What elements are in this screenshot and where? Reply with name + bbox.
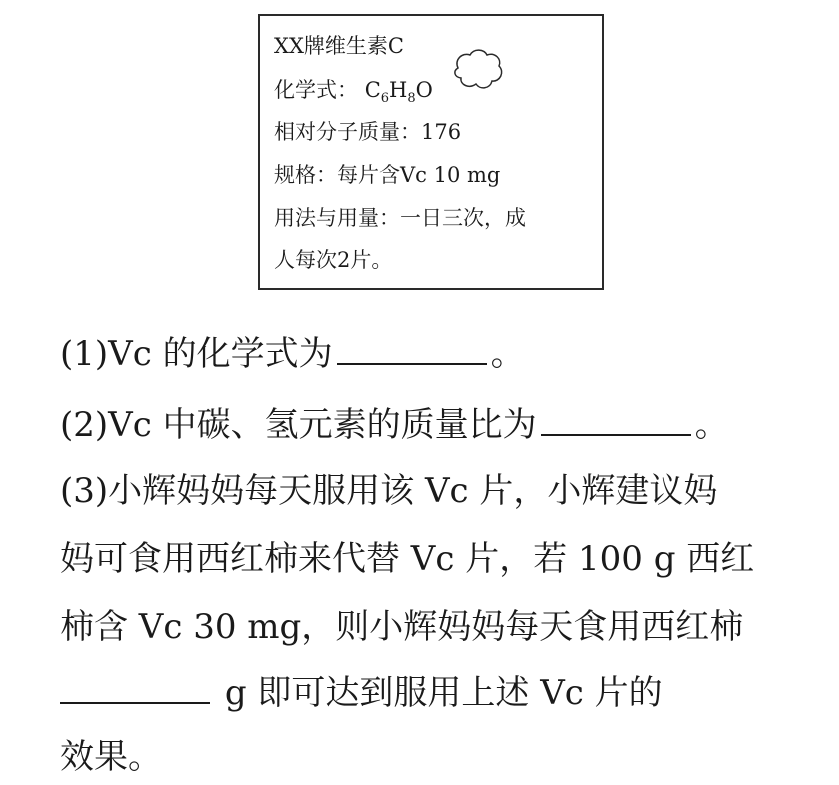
question-3-line-4: g 即可达到服用上述 Vc 片的 [60, 672, 663, 714]
question-3-line-1: (3)小辉妈妈每天服用该 Vc 片，小辉建议妈 [60, 471, 718, 511]
ink-smudge-icon [450, 46, 506, 94]
formula-label: 化学式： [274, 78, 358, 102]
label-brand: XX牌维生素C [274, 34, 404, 58]
question-2-text: (2)Vc 中碳、氢元素的质量比为 [60, 405, 537, 445]
label-usage-line-1: 用法与用量：一日三次，成 [274, 206, 526, 230]
question-3-line-3: 柿含 Vc 30 mg，则小辉妈妈每天食用西红柿 [60, 607, 744, 647]
question-1-text: (1)Vc 的化学式为 [60, 334, 333, 374]
answer-blank-3[interactable] [60, 672, 210, 704]
label-usage-line-2: 人每次2片。 [274, 248, 393, 272]
label-molecular-mass: 相对分子质量：176 [274, 120, 462, 144]
answer-blank-1[interactable] [337, 333, 487, 365]
label-formula-line [274, 78, 433, 111]
question-2: (2)Vc 中碳、氢元素的质量比为 。 [60, 405, 729, 445]
question-1: (1)Vc 的化学式为 。 [60, 334, 525, 374]
formula: $C_6H_8O$ [364, 78, 433, 106]
question-3-line-2: 妈可食用西红柿来代替 Vc 片，若 100 g 西红 [60, 539, 755, 579]
label-specification: 规格：每片含Vc 10 mg [274, 163, 501, 187]
answer-blank-2[interactable] [541, 404, 691, 436]
product-label-box [258, 14, 604, 290]
question-3-line-5: 效果。 [60, 737, 162, 777]
